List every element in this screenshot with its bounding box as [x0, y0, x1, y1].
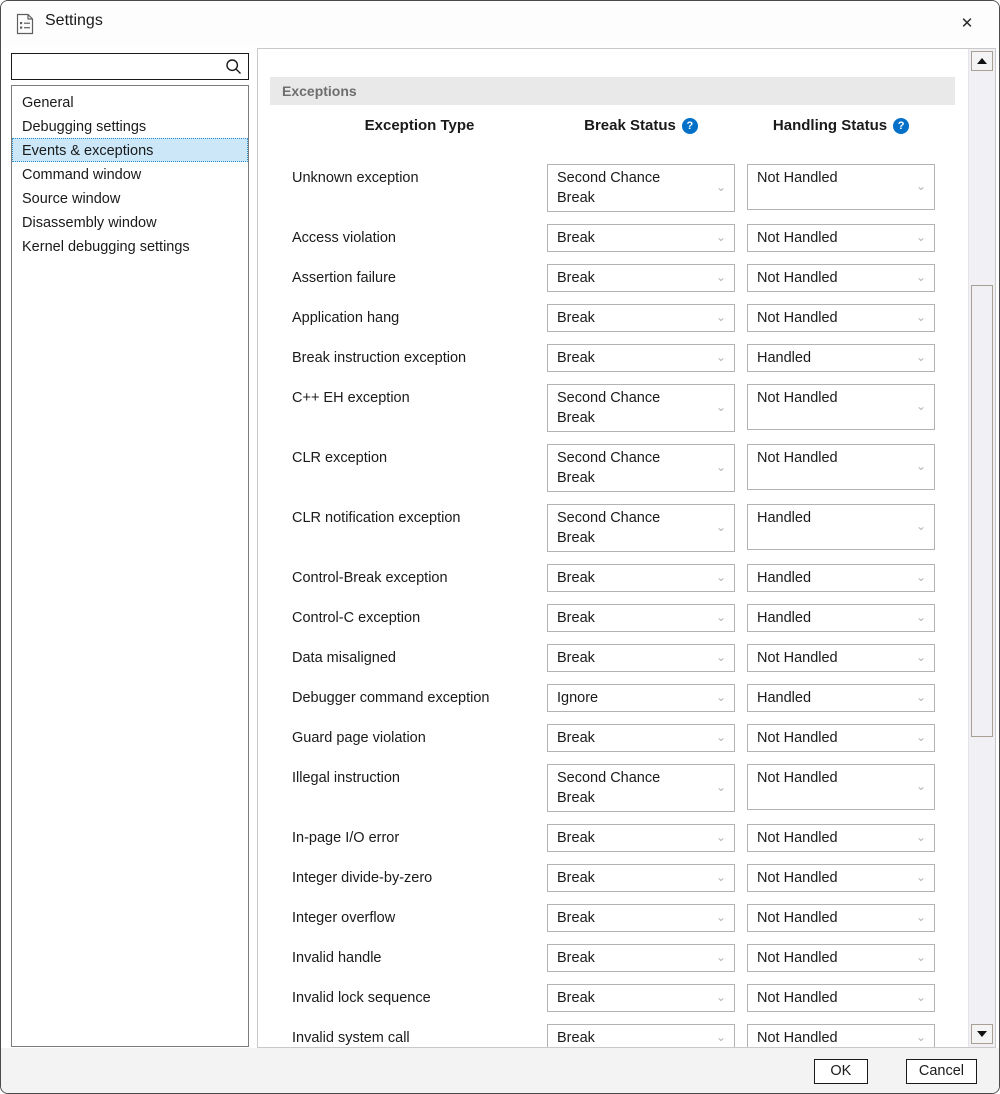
exception-type-label: Invalid lock sequence	[292, 990, 431, 1006]
break-status-value: Break	[557, 730, 595, 746]
handling-status-value: Not Handled	[757, 730, 838, 746]
break-status-dropdown[interactable]	[547, 1024, 735, 1048]
exception-type-label: Application hang	[292, 310, 400, 326]
handling-status-dropdown[interactable]	[747, 864, 935, 892]
handling-status-dropdown[interactable]	[747, 684, 935, 712]
chevron-down-icon: ⌄	[715, 180, 726, 195]
break-status-value: Break	[557, 270, 595, 286]
handling-status-dropdown[interactable]	[747, 564, 935, 592]
exception-type-label: Invalid system call	[292, 1030, 410, 1046]
chevron-down-icon: ⌄	[715, 830, 726, 845]
exception-row	[292, 384, 970, 432]
handling-status-dropdown[interactable]	[747, 304, 935, 332]
titlebar	[1, 1, 999, 47]
chevron-down-icon: ⌄	[915, 230, 926, 245]
exception-row	[292, 264, 970, 292]
chevron-down-icon: ⌄	[915, 870, 926, 885]
exception-type-label: Integer overflow	[292, 910, 396, 926]
exception-type-label: Assertion failure	[292, 270, 396, 286]
break-status-value: Second Chance Break	[557, 390, 661, 426]
column-headers	[270, 117, 955, 134]
break-status-dropdown[interactable]	[547, 824, 735, 852]
chevron-down-icon: ⌄	[915, 690, 926, 705]
chevron-down-icon: ⌄	[715, 230, 726, 245]
handling-status-value: Not Handled	[757, 990, 838, 1006]
chevron-down-icon: ⌄	[715, 690, 726, 705]
window-title: Settings	[45, 12, 103, 29]
break-status-dropdown[interactable]	[547, 264, 735, 292]
break-status-value: Break	[557, 650, 595, 666]
break-status-value: Break	[557, 570, 595, 586]
handling-status-value: Not Handled	[757, 310, 838, 326]
handling-status-dropdown[interactable]	[747, 824, 935, 852]
handling-status-dropdown[interactable]	[747, 384, 935, 430]
cancel-button[interactable]: Cancel	[906, 1059, 977, 1084]
exception-type-label: Data misaligned	[292, 650, 396, 666]
chevron-down-icon: ⌄	[915, 459, 926, 474]
chevron-down-icon: ⌄	[915, 910, 926, 925]
chevron-down-icon: ⌄	[915, 399, 926, 414]
handling-status-dropdown[interactable]	[747, 724, 935, 752]
chevron-down-icon: ⌄	[715, 730, 726, 745]
exception-row	[292, 444, 970, 492]
ok-button[interactable]: OK	[814, 1059, 868, 1084]
break-status-label: Break Status	[584, 117, 676, 134]
chevron-down-icon: ⌄	[715, 400, 726, 415]
break-status-value: Break	[557, 910, 595, 926]
chevron-down-icon: ⌄	[715, 610, 726, 625]
scrollbar-down-button[interactable]	[971, 1024, 993, 1044]
section-title: Exceptions	[270, 77, 955, 105]
handling-status-value: Not Handled	[757, 270, 838, 286]
exception-row	[292, 224, 970, 252]
triangle-down-icon	[977, 1031, 987, 1037]
handling-status-value: Not Handled	[757, 870, 838, 886]
break-status-dropdown[interactable]	[547, 224, 735, 252]
handling-status-value: Not Handled	[757, 830, 838, 846]
exception-row	[292, 164, 970, 212]
handling-status-dropdown[interactable]	[747, 344, 935, 372]
sidebar-nav-list	[11, 85, 249, 1047]
chevron-down-icon: ⌄	[915, 990, 926, 1005]
exception-row	[292, 724, 970, 752]
exception-row	[292, 344, 970, 372]
chevron-down-icon: ⌄	[915, 270, 926, 285]
break-status-value: Second Chance Break	[557, 770, 661, 806]
search-input[interactable]	[14, 55, 219, 76]
chevron-down-icon: ⌄	[915, 1030, 926, 1045]
break-status-dropdown[interactable]	[547, 864, 735, 892]
break-status-value: Break	[557, 350, 595, 366]
chevron-down-icon: ⌄	[715, 650, 726, 665]
exception-row	[292, 1024, 970, 1048]
sidebar-item[interactable]: Source window	[22, 191, 121, 207]
break-status-dropdown[interactable]	[547, 384, 735, 432]
handling-status-dropdown[interactable]	[747, 644, 935, 672]
column-header-exception-type: Exception Type	[364, 117, 475, 134]
break-status-value: Break	[557, 230, 595, 246]
chevron-down-icon: ⌄	[715, 570, 726, 585]
scrollbar-thumb[interactable]	[971, 285, 993, 737]
chevron-down-icon: ⌄	[915, 950, 926, 965]
chevron-down-icon: ⌄	[915, 350, 926, 365]
handling-status-value: Handled	[757, 510, 812, 526]
exception-type-label: In-page I/O error	[292, 830, 400, 846]
exception-row	[292, 504, 970, 552]
sidebar-item[interactable]: General	[22, 95, 74, 111]
chevron-down-icon: ⌄	[715, 780, 726, 795]
triangle-up-icon	[977, 58, 987, 64]
handling-status-value: Not Handled	[757, 450, 838, 466]
exception-rows	[270, 164, 970, 1048]
handling-status-value: Handled	[757, 690, 812, 706]
handling-status-value: Not Handled	[757, 770, 838, 786]
exception-type-label: Control-C exception	[292, 610, 421, 626]
handling-status-dropdown[interactable]	[747, 904, 935, 932]
chevron-down-icon: ⌄	[915, 730, 926, 745]
handling-status-help-icon[interactable]: ?	[893, 118, 909, 134]
handling-status-dropdown[interactable]	[747, 944, 935, 972]
chevron-down-icon: ⌄	[915, 830, 926, 845]
exception-type-label: CLR exception	[292, 450, 388, 466]
exception-row	[292, 304, 970, 332]
break-status-value: Break	[557, 1030, 595, 1046]
break-status-dropdown[interactable]	[547, 644, 735, 672]
handling-status-value: Not Handled	[757, 910, 838, 926]
break-status-value: Break	[557, 990, 595, 1006]
exception-type-label: Guard page violation	[292, 730, 426, 746]
sidebar-item[interactable]: Disassembly window	[22, 215, 157, 231]
exception-type-label: Integer divide-by-zero	[292, 870, 433, 886]
exception-type-label: CLR notification exception	[292, 510, 461, 526]
handling-status-value: Not Handled	[757, 390, 838, 406]
close-icon[interactable]: ✕	[960, 15, 974, 32]
chevron-down-icon: ⌄	[715, 520, 726, 535]
break-status-value: Break	[557, 610, 595, 626]
break-status-dropdown[interactable]	[547, 344, 735, 372]
sidebar-item[interactable]: Kernel debugging settings	[22, 239, 190, 255]
break-status-value: Break	[557, 950, 595, 966]
handling-status-dropdown[interactable]	[747, 264, 935, 292]
break-status-dropdown[interactable]	[547, 304, 735, 332]
settings-document-icon	[15, 13, 35, 35]
chevron-down-icon: ⌄	[715, 270, 726, 285]
exception-type-label: Unknown exception	[292, 170, 419, 186]
exception-type-label: C++ EH exception	[292, 390, 410, 406]
exception-row	[292, 944, 970, 972]
handling-status-dropdown[interactable]	[747, 444, 935, 490]
break-status-dropdown[interactable]	[547, 564, 735, 592]
chevron-down-icon: ⌄	[915, 650, 926, 665]
break-status-value: Break	[557, 310, 595, 326]
exception-row	[292, 984, 970, 1012]
handling-status-value: Handled	[757, 610, 812, 626]
search-icon[interactable]	[225, 58, 242, 75]
chevron-down-icon: ⌄	[715, 460, 726, 475]
search-box	[11, 53, 249, 80]
handling-status-value: Not Handled	[757, 230, 838, 246]
break-status-value: Ignore	[557, 690, 599, 706]
handling-status-value: Not Handled	[757, 170, 838, 186]
dialog-footer	[1, 1048, 999, 1094]
break-status-help-icon[interactable]: ?	[682, 118, 698, 134]
chevron-down-icon: ⌄	[715, 310, 726, 325]
handling-status-value: Not Handled	[757, 1030, 838, 1046]
break-status-dropdown[interactable]	[547, 904, 735, 932]
handling-status-dropdown[interactable]	[747, 1024, 935, 1048]
chevron-down-icon: ⌄	[715, 950, 726, 965]
handling-status-dropdown[interactable]	[747, 224, 935, 252]
handling-status-value: Not Handled	[757, 650, 838, 666]
handling-status-dropdown[interactable]	[747, 764, 935, 810]
handling-status-value: Handled	[757, 350, 812, 366]
chevron-down-icon: ⌄	[715, 870, 726, 885]
chevron-down-icon: ⌄	[915, 519, 926, 534]
break-status-dropdown[interactable]	[547, 504, 735, 552]
break-status-value: Second Chance Break	[557, 510, 661, 546]
column-header-break-status	[547, 117, 735, 134]
sidebar-item[interactable]: Debugging settings	[22, 119, 147, 135]
exception-row	[292, 904, 970, 932]
exception-row	[292, 564, 970, 592]
break-status-value: Second Chance Break	[557, 450, 661, 486]
exception-type-label: Access violation	[292, 230, 396, 246]
vertical-scrollbar[interactable]	[968, 49, 995, 1047]
break-status-dropdown[interactable]	[547, 604, 735, 632]
scrollbar-up-button[interactable]	[971, 51, 993, 71]
chevron-down-icon: ⌄	[715, 350, 726, 365]
handling-status-value: Not Handled	[757, 950, 838, 966]
chevron-down-icon: ⌄	[715, 910, 726, 925]
column-header-handling-status	[747, 117, 935, 134]
sidebar-item[interactable]: Events & exceptions	[12, 138, 248, 162]
handling-status-value: Handled	[757, 570, 812, 586]
exception-row	[292, 604, 970, 632]
chevron-down-icon: ⌄	[915, 570, 926, 585]
exception-type-label: Break instruction exception	[292, 350, 467, 366]
handling-status-dropdown[interactable]	[747, 504, 935, 550]
chevron-down-icon: ⌄	[715, 990, 726, 1005]
break-status-value: Break	[557, 830, 595, 846]
break-status-dropdown[interactable]	[547, 984, 735, 1012]
handling-status-label: Handling Status	[772, 117, 888, 134]
chevron-down-icon: ⌄	[715, 1030, 726, 1045]
break-status-value: Break	[557, 870, 595, 886]
handling-status-dropdown[interactable]	[747, 164, 935, 210]
exception-row	[292, 684, 970, 712]
exception-type-label: Debugger command exception	[292, 690, 490, 706]
break-status-value: Second Chance Break	[557, 170, 661, 206]
chevron-down-icon: ⌄	[915, 310, 926, 325]
sidebar-item[interactable]: Command window	[22, 167, 142, 183]
break-status-dropdown[interactable]	[547, 444, 735, 492]
exception-type-label: Control-Break exception	[292, 570, 448, 586]
exceptions-panel	[257, 48, 996, 1048]
break-status-dropdown[interactable]	[547, 944, 735, 972]
exception-row	[292, 864, 970, 892]
break-status-dropdown[interactable]	[547, 164, 735, 212]
break-status-dropdown[interactable]	[547, 684, 735, 712]
exception-row	[292, 824, 970, 852]
break-status-dropdown[interactable]	[547, 764, 735, 812]
handling-status-dropdown[interactable]	[747, 984, 935, 1012]
exception-type-label: Illegal instruction	[292, 770, 400, 786]
exception-type-label: Invalid handle	[292, 950, 382, 966]
exception-row	[292, 644, 970, 672]
chevron-down-icon: ⌄	[915, 779, 926, 794]
handling-status-dropdown[interactable]	[747, 604, 935, 632]
chevron-down-icon: ⌄	[915, 610, 926, 625]
exception-row	[292, 764, 970, 812]
chevron-down-icon: ⌄	[915, 179, 926, 194]
break-status-dropdown[interactable]	[547, 724, 735, 752]
